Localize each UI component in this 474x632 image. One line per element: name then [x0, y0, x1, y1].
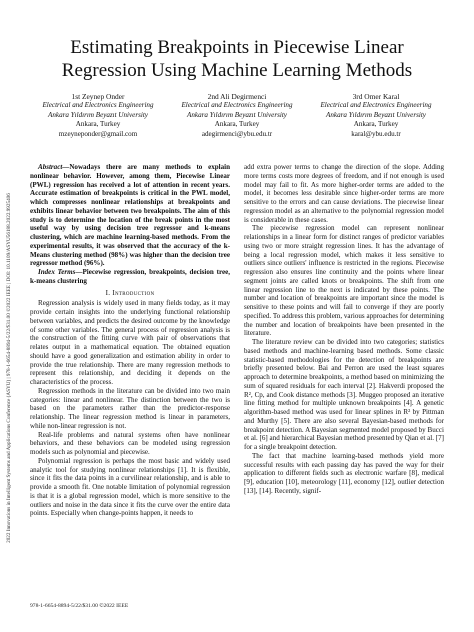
- author-city: Ankara, Turkey: [75, 120, 121, 129]
- author-dept: Electrical and Electronics Engineering: [320, 101, 432, 110]
- abstract: [30, 163, 230, 268]
- section-heading: I. Introduction: [105, 288, 155, 297]
- author-name: 3rd Omer Karal: [352, 92, 400, 101]
- author-email: adegirmenci@ybu.edu.tr: [201, 129, 273, 138]
- author-block-1: [30, 92, 166, 139]
- author-dept: Electrical and Electronics Engineering: [42, 101, 154, 110]
- author-block-3: [308, 92, 444, 139]
- author-univ: Ankara Yıldırım Beyazıt University: [187, 110, 287, 119]
- author-name: 1st Zeynep Onder: [71, 92, 125, 101]
- title-line-2: Regression Using Machine Learning Methods: [61, 60, 413, 81]
- paragraph: The literature review can be divided into two categories; statistics based methods and machine-learning based methods. Some classic statistic-based methodologies for the detection of breakpoints are briefly presented below. Bai and Perron are used the least squares approach to determine breakpoints, a method based on minimizing the sum of squared residuals for each interval [2]. Hakverdi proposed the R², Cp, and Cook distance methods [3]. Muggeo proposed an iterative line fitting method for multiple unknown breakpoints [4]. A genetic algorithm-based method was used for linear splines in R² by Pittman and Murthy [5]. There are also several Bayesian-based methods for breakpoint detection. A Bayesian segmented model proposed by Bucci et al. [6] and hierarchical Bayesian method presented by Qian et al. [7] for a single breakpoint detection.: [244, 338, 444, 451]
- author-email: mzeyneponder@gmail.com: [58, 129, 138, 138]
- index-terms: [30, 268, 230, 286]
- author-name: 2nd Ali Degirmenci: [207, 92, 267, 101]
- author-dept: Electrical and Electronics Engineering: [181, 101, 293, 110]
- left-column: [30, 163, 230, 518]
- right-column: [244, 163, 444, 496]
- sidebar-text: 2022 Innovations in Intelligent Systems and Applications Conference (ASYU) | 978-1-6654-8894-5/22/$31.00 ©2022 IEEE | DOI: 10.1109/ASYU56188.2022.9925406: [6, 193, 12, 543]
- paragraph: add extra power terms to change the direction of the slope. Adding more terms costs more degrees of freedom, and if not enough is used model may fail to fit. As more higher-order terms are added to the model, it becomes less desirable since higher-order terms are more sensitive to the errors and can cause deviations. The piecewise linear regression model as an alternative to the polynomial regression model is considerable in these cases.: [244, 163, 444, 224]
- author-city: Ankara, Turkey: [214, 120, 260, 129]
- paper-title: [30, 36, 444, 82]
- paragraph: Regression analysis is widely used in many fields today, as it may provide certain insights into the underlying functional relationship between variables, and predicts the desired outcome by the knowledge of some other variables. The general process of regression analysis is the construction of the fitting curve with pair of observations that relates output in a mathematical equation. The obtained equation should have a good generalization and estimation ability in order to provide the true relationship. There are many regression methods to represent this relationship, and deciding it depends on the characteristics of the process.: [30, 299, 230, 386]
- author-univ: Ankara Yıldırım Beyazıt University: [326, 110, 426, 119]
- sidebar-citation: [2, 150, 12, 590]
- paragraph: The piecewise regression model can represent nonlinear relationships in a linear form for distinct ranges of predictor variables using two or more straight regression lines. It has the advantage of being a local regression model, which makes it less sensitive to outliers since outliers' influence is restricted in the regions. Piecewise regression also ensures line continuity and the points where linear segment joints are called knots or breakpoints. The shift from one linear regression line to the next is indicated by these points. The number and location of breakpoints are important since the model is sensitive to these points and will fail to converge if they are poorly specified. To address this problem, various approaches for determining the number and location of breakpoints have been presented in the literature.: [244, 224, 444, 338]
- paragraph: Regression methods in the literature can be divided into two main categories: linear and nonlinear. The distinction between the two is based on the parameters rather than the predictor-response relationship. The linear regression method is linear in parameters, while non-linear regression is not.: [30, 386, 230, 430]
- abstract-text: —Nowadays there are many methods to explain nonlinear behavior. However, among them, Piecewise Linear (PWL) regression has received a lot of attention in recent years. Accurate estimation of breakpoints is critical in the PWL model, which compresses nonlinear relationships at breakpoints and exhibits linear behavior between two breakpoints. The aim of this study is to determine the location of the break points in the most useful way by using decision tree regressor and k-means clustering, which are machine learning-based methods. From the experimental results, it was observed that the accuracy of the k-Means clustering method (98%) was higher than the decision tree regressor method (96%).: [30, 163, 230, 268]
- paragraph: Polynomial regression is perhaps the most basic and widely used analytic tool for studying nonlinear relationships [1]. It is flexible, since it fits the data points in a curvilinear relationship, and is able to provide a smooth fit. One notable limitation of polynomial regression is that it is a global regression model, which is more sensitive to the outliers and noise in the data since it fits the curve over the entire data points. Especially when change-points happen, it needs to: [30, 456, 230, 518]
- paragraph: Real-life problems and natural systems often have nonlinear behaviors, and these behaviors can be modeled using regression models such as polynomial and piecewise.: [30, 430, 230, 456]
- author-email: karal@ybu.edu.tr: [351, 129, 401, 138]
- copyright-footer: 978-1-6654-8894-5/22/$31.00 ©2022 IEEE: [30, 603, 129, 609]
- author-block-2: [169, 92, 305, 139]
- abstract-label: Abstract: [38, 163, 63, 171]
- author-city: Ankara, Turkey: [353, 120, 399, 129]
- index-terms-text: —Piecewise regression, breakpoints, decision tree, k-means clustering: [30, 268, 230, 285]
- author-univ: Ankara Yıldırım Beyazıt University: [48, 110, 148, 119]
- title-line-1: Estimating Breakpoints in Piecewise Linear: [70, 37, 404, 58]
- index-terms-label: Index Terms: [38, 268, 76, 276]
- paragraph: The fact that machine learning-based methods yield more successful results with each passing day has paved the way for their application to different fields such as electronic warfare [8], medical [9], education [10], meteorology [11], economy [12], outlier detection [13], [14]. Recently, signif-: [244, 451, 444, 495]
